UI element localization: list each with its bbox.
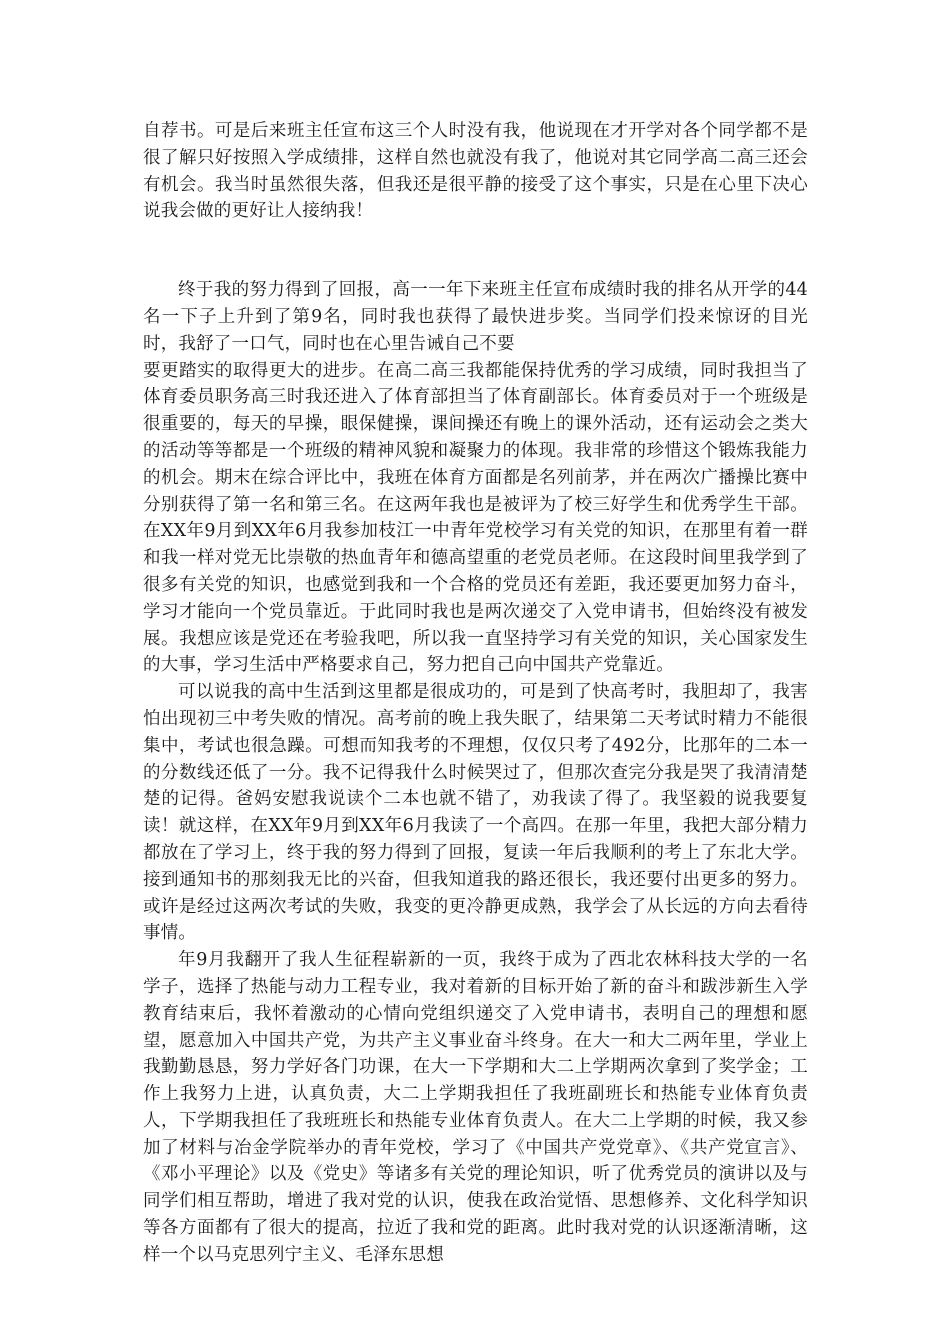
paragraph-4: 可以说我的高中生活到这里都是很成功的，可是到了快高考时，我胆却了，我害怕出现初三中考失败的情况。高考前的晚上我失眠了，结果第二天考试时精力不能很集中，考试也很急躁。可想而知我考的不理想，仅仅只考了492分，比那年的二本一的分数线还低了一分。我不记得我什么时候哭过了，但那次查完分我是哭了我清清楚楚的记得。爸妈安慰我说读个二本也就不错了，劝我读了得了。我坚毅的说我要复读！就这样，在XX年9月到XX年6月我读了一个高四。在那一年里，我把大部分精力都放在了学习上，终于我的努力得到了回报，复读一年后我顺利的考上了东北大学。接到通知书的那刻我无比的兴奋，但我知道我的路还很长，我还要付出更多的努力。或许是经过这两次考试的失败，我变的更冷静更成熟，我学会了从长远的方向去看待事情。	[143, 682, 808, 944]
paragraph-2: 终于我的努力得到了回报，高一一年下来班主任宣布成绩时我的排名从开学的44名一下子上升到了第9名，同时我也获得了最快进步奖。当同学们投来惊讶的目光时，我舒了一口气，同时也在心里告诫自己不要	[143, 280, 808, 354]
document-body	[143, 118, 808, 1269]
paragraph-gap	[143, 225, 808, 277]
paragraph-5: 年9月我翻开了我人生征程崭新的一页，我终于成为了西北农林科技大学的一名学子，选择了热能与动力工程专业，我对着新的目标开始了新的奋斗和跋涉新生入学教育结束后，我怀着激动的心情向党组织递交了入党申请书，表明自己的理想和愿望，愿意加入中国共产党，为共产主义事业奋斗终身。在大一和大二两年里，学业上我勤勤恳恳，努力学好各门功课，在大一下学期和大二上学期两次拿到了奖学金；工作上我努力上进，认真负责，大二上学期我担任了我班副班长和热能专业体育负责人，下学期我担任了我班班长和热能专业体育负责人。在大二上学期的时候，我又参加了材料与冶金学院举办的青年党校，学习了《中国共产党党章》、《共产党宣言》、《邓小平理论》以及《党史》等诸多有关党的理论知识，听了优秀党员的演讲以及与同学们相互帮助，增进了我对党的认识，使我在政治觉悟、思想修养、文化科学知识等各方面都有了很大的提高，拉近了我和党的距离。此时我对党的认识逐渐清晰，这样一个以马克思列宁主义、毛泽东思想	[143, 950, 808, 1265]
paragraph-3: 要更踏实的取得更大的进步。在高二高三我都能保持优秀的学习成绩，同时我担当了体育委员职务高三时我还进入了体育部担当了体育副部长。体育委员对于一个班级是很重要的，每天的早操，眼保健操，课间操还有晚上的课外活动，还有运动会之类大的活动等等都是一个班级的精神风貌和凝聚力的体现。我非常的珍惜这个锻炼我能力的机会。期末在综合评比中，我班在体育方面都是名列前茅，并在两次广播操比赛中分别获得了第一名和第三名。在这两年我也是被评为了校三好学生和优秀学生干部。在XX年9月到XX年6月我参加枝江一中青年党校学习有关党的知识，在那里有着一群和我一样对党无比崇敬的热血青年和德高望重的老党员老师。在这段时间里我学到了很多有关党的知识，也感觉到我和一个合格的党员还有差距，我还要更加努力奋斗，学习才能向一个党员靠近。于此同时我也是两次递交了入党申请书，但始终没有被发展。我想应该是党还在考验我吧，所以我一直坚持学习有关党的知识，关心国家发生的大事，学习生活中严格要求自己，努力把自己向中国共产党靠近。	[143, 360, 808, 676]
paragraph-1: 自荐书。可是后来班主任宣布这三个人时没有我，他说现在才开学对各个同学都不是很了解只好按照入学成绩排，这样自然也就没有我了，他说对其它同学高二高三还会有机会。我当时虽然很失落，但我还是很平静的接受了这个事实，只是在心里下决心说我会做的更好让人接纳我！	[143, 121, 808, 222]
